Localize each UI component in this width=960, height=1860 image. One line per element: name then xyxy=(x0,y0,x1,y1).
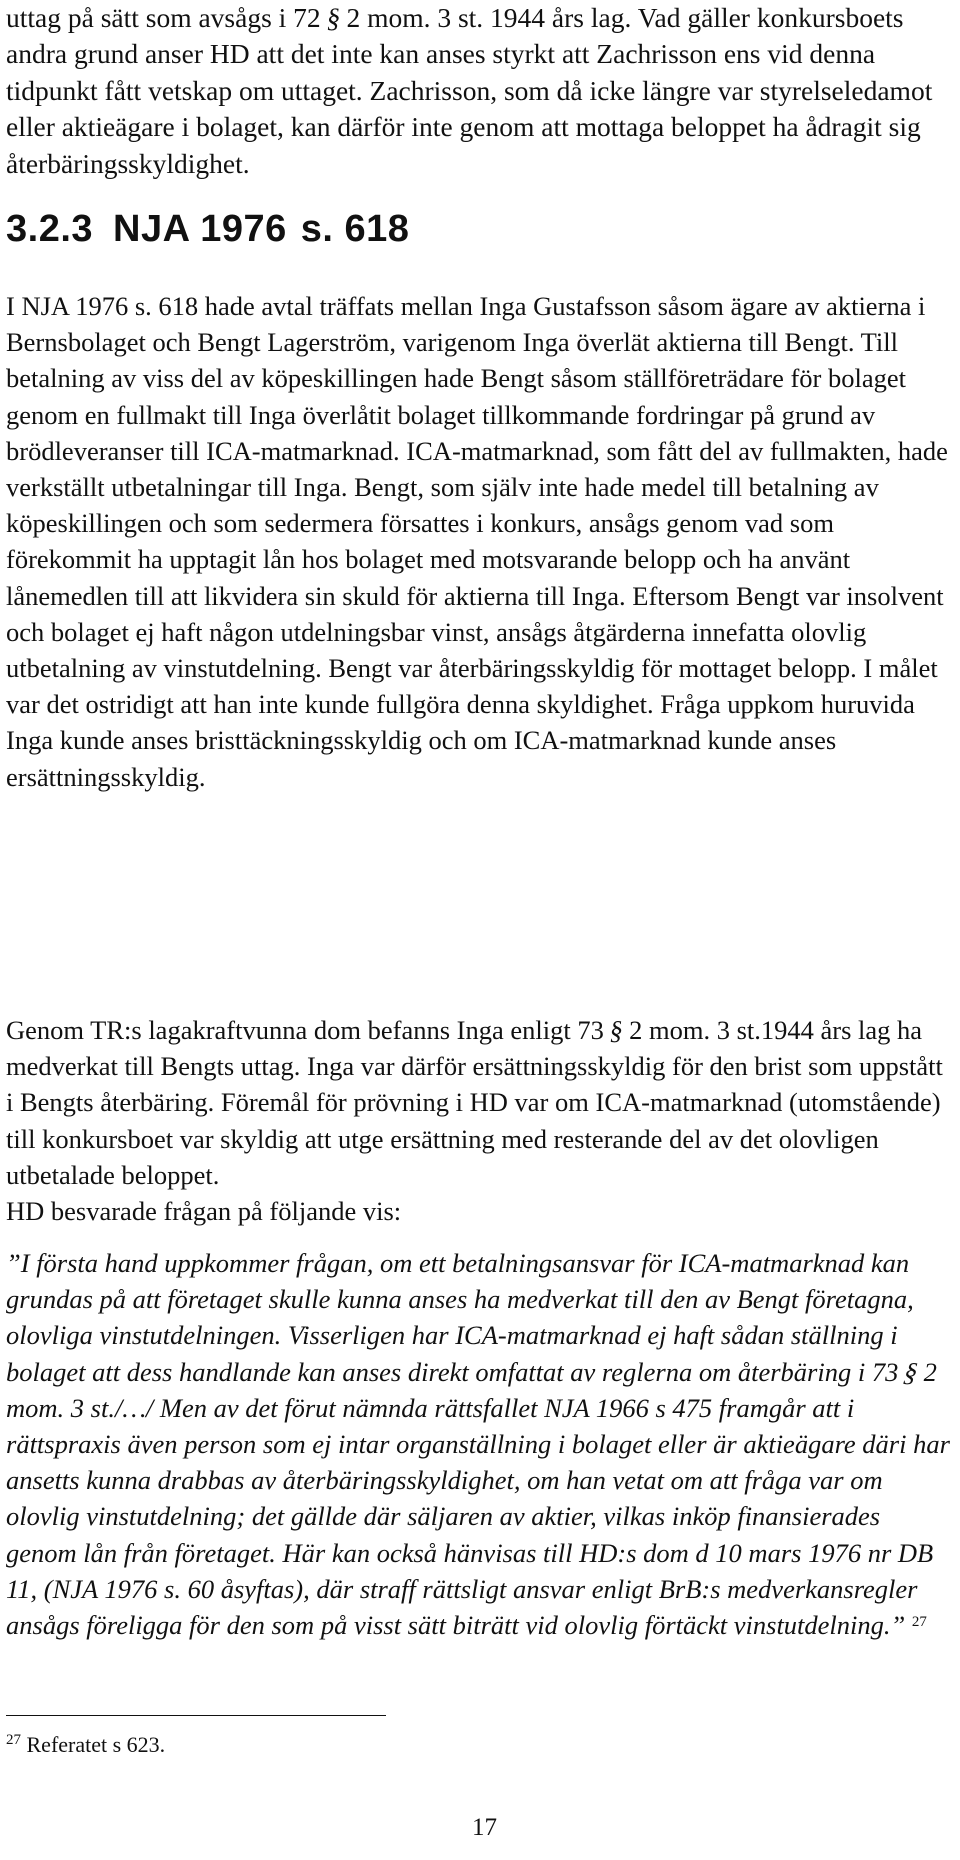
heading-title: NJA 1976 xyxy=(113,208,287,250)
heading-suffix: s. 618 xyxy=(300,208,410,250)
intro-line-end: 2 mom. 3 st. 1944 års lag. Vad gäller xyxy=(346,2,750,33)
section-heading xyxy=(6,208,409,251)
case-summary-paragraph: I NJA 1976 s. 618 hade avtal träffats mellan Inga Gustafsson såsom ägare av aktierna i Bernsbolaget och Bengt Lagerström, varigenom Inga överlät aktierna till Bengt. Till betalning av viss del av köpeskillingen hade Bengt såsom ställföreträdare för bolaget genom en fullmakt till Inga överlåtit bolaget tillkommande fordringar på grund av brödleveranser till ICA-matmarknad. ICA-matmarknad, som fått del av fullmakten, hade verkställt utbetalningar till Inga. Bengt, som själv inte hade medel till betalning av köpeskillingen och som sedermera försattes i konkurs, ansågs genom vad som förekommit ha upptagit lån hos bolaget med motsvarande belopp och ha använt lånemedlen till att likvidera sin skuld för aktierna till Inga. Eftersom Bengt var insolvent och bolaget ej haft någon utdelningsbar vinst, ansågs åtgärderna innefatta olovlig utbetalning av vinstutdelning. Bengt var återbäringsskyldig för mottaget belopp. I målet var det ostridigt att han inte kunde fullgöra denna skyldighet. Fråga uppkom huruvida Inga kunde anses bristtäckningsskyldig och om ICA-matmarknad kunde anses ersättningsskyldig. xyxy=(6,291,948,792)
section-sign: § xyxy=(324,2,343,33)
quote-text-end: 2 mom. 3 st./…/ Men av det förut nämnda rättsfallet NJA 1966 s 475 framgår att i rättspraxis även person som ej intar organställning i bolaget eller är aktieägare däri har ansetts kunna drabbas av återbäringsskyldighet, om han vetat om att fråga var om olovlig vinstutdelning; det gällde där säljaren av aktier, vilkas inköp finansierades genom lån från företaget. Här kan också hänvisas till HD:s dom d 10 mars 1976 nr DB 11, (NJA 1976 s. 60 åsyftas), där straff rättsligt ansvar enligt BrB:s medverkansregler ansågs föreligga för den som på visst sätt biträtt vid olovlig förtäckt vinstutdelning.” xyxy=(6,1356,950,1641)
hd-quote-paragraph xyxy=(6,1245,956,1643)
footnote-divider xyxy=(6,1715,386,1716)
intro-rest: konkursboets andra grund anser HD att det inte kan anses styrkt att Zachrisson ens vid denna tidpunkt fått vetskap om uttaget. Zachrisson, som då icke längre var styrelseledamot eller aktieägare i bolaget, kan därför inte genom att mottaga beloppet ha ådragit sig återbäringsskyldighet. xyxy=(6,2,933,179)
footnote-marker: 27 xyxy=(6,1732,21,1748)
footnote xyxy=(6,1730,165,1760)
section-sign: § xyxy=(902,1356,920,1387)
genom-text-end: 2 mom. 3 st.1944 års lag ha medverkat till Bengts uttag. Inga var därför ersättningsskyldig för den brist som uppstått i Bengts återbäring. Föremål för prövning i HD var om ICA-matmarknad (utomstående) till konkursboet var skyldig att utge ersättning med resterande del av det olovligen utbetalade beloppet. xyxy=(6,1015,943,1190)
hd-answer-line: HD besvarade frågan på följande vis: xyxy=(6,1196,402,1227)
footnote-reference[interactable]: 27 xyxy=(911,1614,927,1631)
heading-number: 3.2.3 xyxy=(6,208,94,250)
section-sign: § xyxy=(607,1015,626,1045)
page-number: 17 xyxy=(472,1814,497,1841)
intro-paragraph xyxy=(6,0,958,182)
quote-text-start: ”I första hand uppkommer frågan, om ett betalningsansvar för ICA-matmarknad kan grundas på att företaget skulle kunna anses ha medverkat till den av Bengt företagna, olovliga vinstutdelningen. Visserligen har ICA-matmarknad ej haft sådan ställning i bolaget att dess handlande kan anses direkt omfattat av reglerna om återbäring i 73 xyxy=(6,1248,914,1387)
footnote-text: Referatet s 623. xyxy=(26,1732,166,1757)
intro-line-start: uttag på sätt som avsågs i 72 xyxy=(6,2,321,33)
tr-judgment-paragraph xyxy=(6,1012,956,1229)
genom-text-start: Genom TR:s lagakraftvunna dom befanns Inga enligt 73 xyxy=(6,1015,604,1045)
